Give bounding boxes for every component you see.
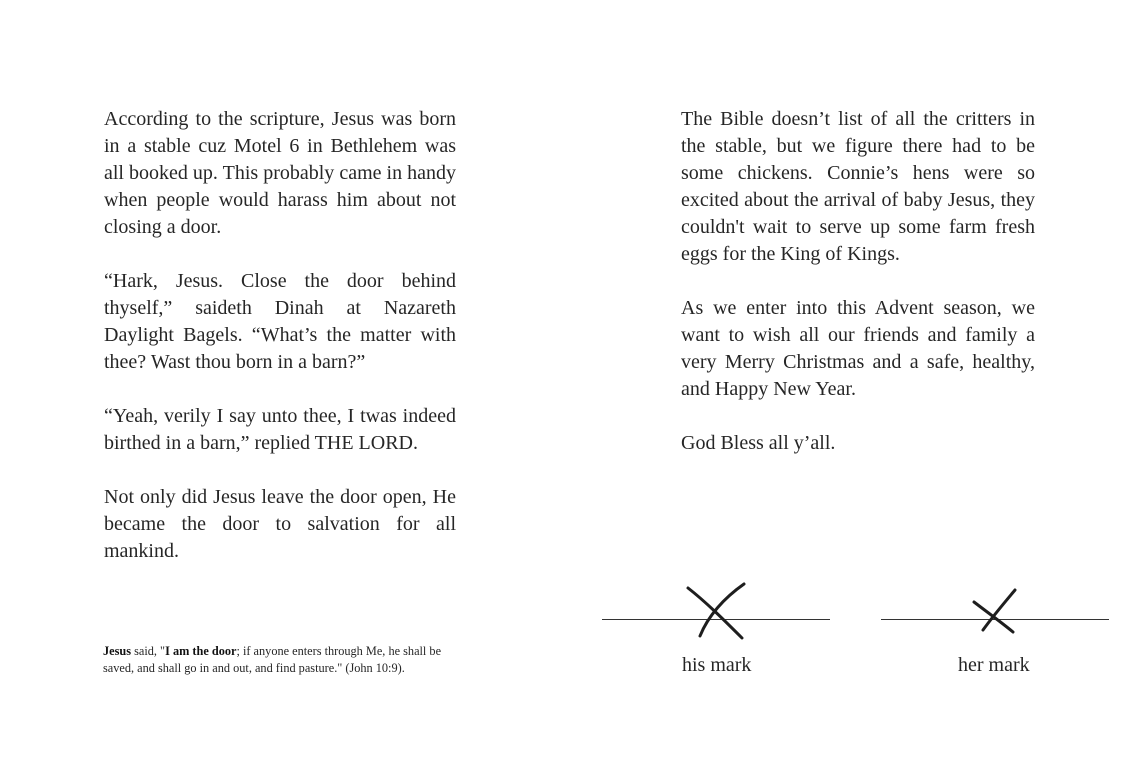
his-mark-label: his mark [682, 654, 752, 676]
her-signature [881, 578, 1109, 678]
left-column [104, 106, 456, 592]
his-x-mark-icon [684, 578, 754, 642]
right-paragraph-2: As we enter into this Advent season, we want to wish all our friends and family a very Merry Christmas and a safe, healthy, and Happy New Year. [681, 297, 1035, 400]
left-paragraph-2: “Hark, Jesus. Close the door behind thyself,” saideth Dinah at Nazareth Daylight Bagels. “What’s the matter with thee? Wast thou born in a barn?” [104, 270, 456, 373]
right-paragraph-1: The Bible doesn’t list of all the critters in the stable, but we figure there had to be some chickens. Connie’s hens were so excited about the arrival of baby Jesus, they couldn't wait to serve up some farm fresh eggs for the King of Kings. [681, 108, 1035, 265]
left-paragraph-3: “Yeah, verily I say unto thee, I twas indeed birthed in a barn,” replied THE LORD. [104, 405, 456, 454]
left-paragraph-4: Not only did Jesus leave the door open, He became the door to salvation for all mankind. [104, 486, 456, 562]
footnote-rest: ; if anyone enters through Me, he shall be saved, and shall go in and out, and find pasture." (John 10:9). [103, 644, 442, 675]
her-x-mark-icon [971, 578, 1031, 638]
scripture-footnote [103, 643, 468, 677]
footnote-said: said, " [131, 644, 166, 658]
her-mark-label: her mark [958, 654, 1030, 676]
his-signature [602, 578, 830, 678]
right-column [681, 106, 1035, 484]
left-paragraph-1: According to the scripture, Jesus was born in a stable cuz Motel 6 in Bethlehem was all booked up. This probably came in handy when people would harass him about not closing a door. [104, 108, 456, 238]
footnote-jesus: Jesus [103, 644, 132, 658]
right-paragraph-3: God Bless all y’all. [681, 432, 836, 454]
footnote-door: I am the door [165, 644, 237, 658]
